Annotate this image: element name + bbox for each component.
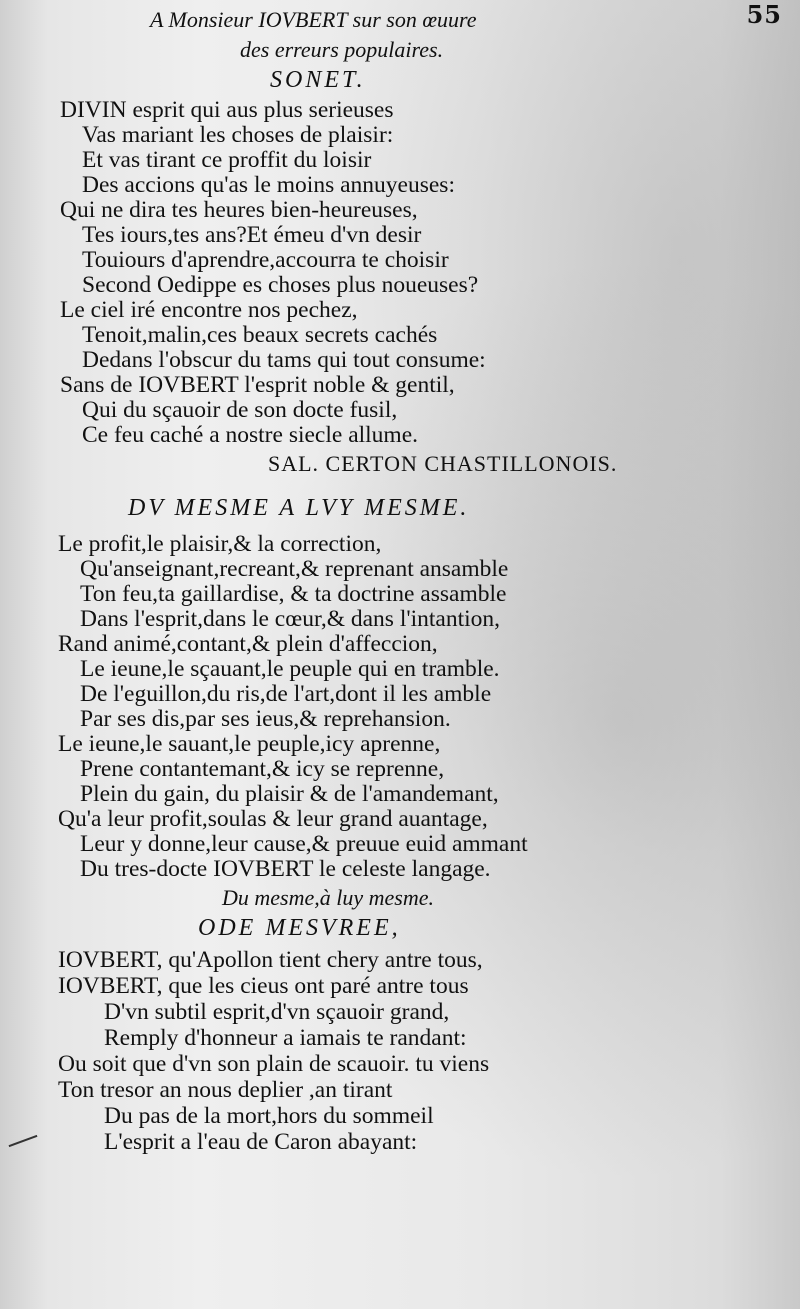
- third-poem-line: L'esprit a l'eau de Caron abayant:: [104, 1129, 418, 1155]
- second-poem-line: Du tres-docte IOVBERT le celeste langage.: [80, 856, 491, 882]
- second-poem-line: Par ses dis,par ses ieus,& reprehansion.: [80, 706, 451, 732]
- dedication-line-2: des erreurs populaires.: [240, 37, 444, 62]
- second-poem-line: Plein du gain, du plaisir & de l'amandemant,: [80, 781, 499, 807]
- sonnet-line: Sans de IOVBERT l'esprit noble & gentil,: [60, 372, 455, 398]
- sonnet-line: DIVIN esprit qui aus plus serieuses: [60, 97, 394, 123]
- sonnet-line: Second Oedippe es choses plus noueuses?: [82, 272, 479, 298]
- sonnet-line: Et vas tirant ce proffit du loisir: [82, 147, 372, 173]
- sonnet-title: SONET.: [270, 67, 366, 93]
- sonnet-line: Vas mariant les choses de plaisir:: [82, 122, 394, 148]
- sonnet-line: Tes iours,tes ans?Et émeu d'vn desir: [82, 222, 422, 248]
- page-number: 55: [746, 0, 782, 29]
- second-poem-line: Le profit,le plaisir,& la correction,: [58, 531, 382, 557]
- dedication-line-1: A Monsieur IOVBERT sur son œuure: [150, 7, 477, 32]
- sonnet-line: Des accions qu'as le moins annuyeuses:: [82, 172, 455, 198]
- page-edge-mark: [9, 1135, 38, 1147]
- second-poem-line: Le ieune,le sçauant,le peuple qui en tramble.: [80, 656, 500, 682]
- sonnet-line: Qui ne dira tes heures bien-heureuses,: [60, 197, 418, 223]
- second-poem-line: Le ieune,le sauant,le peuple,icy aprenne,: [58, 731, 441, 757]
- third-poem-line: Du pas de la mort,hors du sommeil: [104, 1103, 434, 1129]
- third-poem-line: D'vn subtil esprit,d'vn sçauoir grand,: [104, 999, 450, 1025]
- second-poem-line: Rand animé,contant,& plein d'affeccion,: [58, 631, 438, 657]
- third-poem-heading: Du mesme,à luy mesme.: [222, 885, 434, 910]
- sonnet-line: Le ciel iré encontre nos pechez,: [60, 297, 358, 323]
- second-poem-line: Ton feu,ta gaillardise, & ta doctrine assamble: [80, 581, 507, 607]
- third-poem-line: IOVBERT, que les cieus ont paré antre tous: [58, 973, 469, 999]
- third-poem-line: IOVBERT, qu'Apollon tient chery antre tous,: [58, 947, 483, 973]
- third-poem-line: Remply d'honneur a iamais te randant:: [104, 1025, 467, 1051]
- second-poem-title: DV MESME A LVY MESME.: [128, 495, 470, 521]
- third-poem-line: Ton tresor an nous deplier ,an tirant: [58, 1077, 393, 1103]
- second-poem-line: Leur y donne,leur cause,& preuue euid ammant: [80, 831, 528, 857]
- second-poem-line: De l'eguillon,du ris,de l'art,dont il les amble: [80, 681, 492, 707]
- sonnet-line: Touiours d'aprendre,accourra te choisir: [82, 247, 449, 273]
- sonnet-line: Qui du sçauoir de son docte fusil,: [82, 397, 398, 423]
- second-poem-line: Qu'a leur profit,soulas & leur grand auantage,: [58, 806, 488, 832]
- sonnet-line: Dedans l'obscur du tams qui tout consume:: [82, 347, 486, 373]
- third-poem-line: Ou soit que d'vn son plain de scauoir. tu viens: [58, 1051, 490, 1077]
- second-poem-line: Dans l'esprit,dans le cœur,& dans l'intantion,: [80, 606, 501, 632]
- sonnet-signature: SAL. CERTON CHASTILLONOIS.: [268, 451, 618, 476]
- second-poem-line: Qu'anseignant,recreant,& reprenant ansamble: [80, 556, 509, 582]
- sonnet-line: Ce feu caché a nostre siecle allume.: [82, 422, 419, 448]
- third-poem-title: ODE MESVREE,: [198, 915, 401, 941]
- second-poem-line: Prene contantemant,& icy se reprenne,: [80, 756, 445, 782]
- sonnet-line: Tenoit,malin,ces beaux secrets cachés: [82, 322, 438, 348]
